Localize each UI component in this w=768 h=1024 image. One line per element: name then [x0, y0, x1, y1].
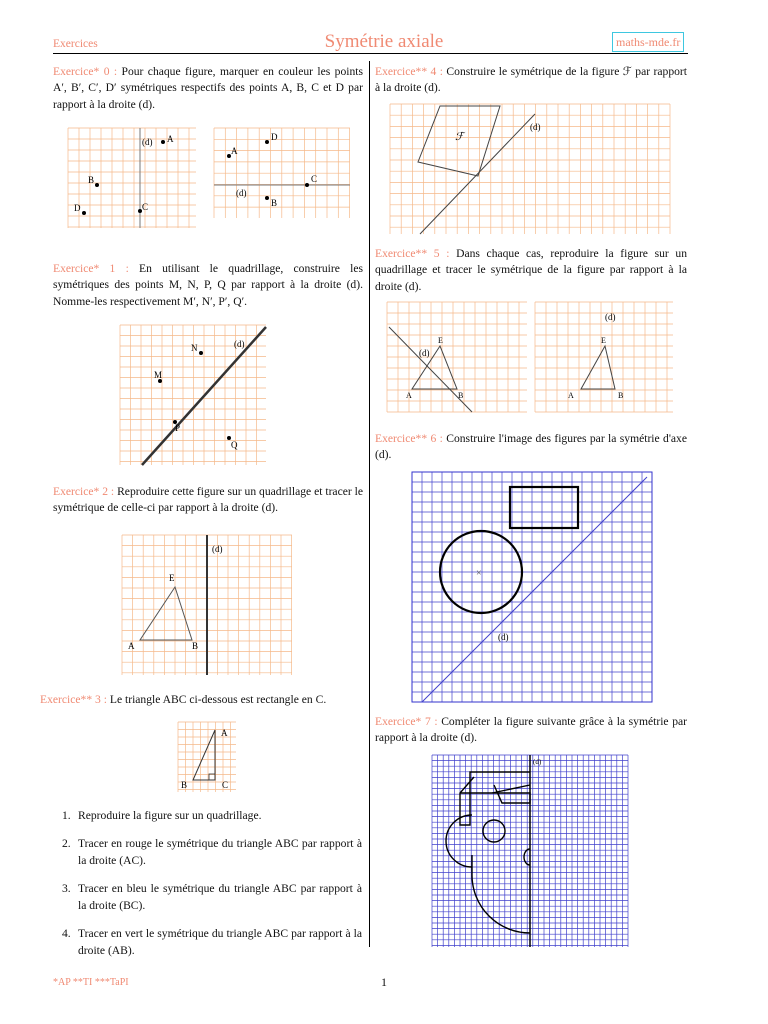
point-label: B — [88, 175, 95, 185]
point-label: D — [74, 203, 81, 213]
exercise-3-text: Le triangle ABC ci-dessous est rectangle en C. — [109, 693, 327, 706]
exercise-2-label: Exercice* 2 : — [53, 485, 115, 498]
exercise-6-text: Construire l'image des figures par la symétrie d'axe (d). — [375, 432, 688, 462]
point-label: B — [458, 391, 464, 400]
exercise-2-text: Reproduire cette figure sur un quadrillage et tracer le symétrique de celle-ci par rapport à la droite (d). — [53, 485, 363, 515]
exercise-2 — [53, 484, 363, 517]
exercise-7 — [375, 714, 687, 747]
ex2-figure — [122, 535, 292, 675]
point-label: B — [618, 391, 624, 400]
point-label: B — [181, 780, 188, 790]
footer-legend: *AP **TI ***TaPI — [53, 977, 129, 988]
ex3-task-list — [62, 808, 362, 971]
ex0-fig2-axis-label: (d) — [236, 188, 247, 198]
point-label: A — [167, 134, 174, 144]
point-label: E — [601, 336, 606, 345]
exercise-4 — [375, 64, 687, 97]
page-number: 1 — [381, 975, 387, 989]
point-label: E — [438, 336, 443, 345]
point-label: A — [568, 391, 574, 400]
exercise-0-text: Pour chaque figure, marquer en couleur les points A′, B′, C′, D′ symétriques respectifs des points A, B, C et D par rapport à la droite (d). — [53, 65, 364, 111]
ex3-task: 2. Tracer en rouge le symétrique du triangle ABC par rapport à la droite (AC). — [62, 837, 362, 867]
point-label: M — [154, 370, 163, 380]
exercise-1-text: En utilisant le quadrillage, construire les symétriques des points M, N, P, Q par rapport à la droite (d). Nomme-les respectivement M′, N′, P′, Q′. — [53, 262, 363, 308]
ex1-axis-label: (d) — [234, 339, 245, 349]
point-label: E — [169, 573, 175, 583]
exercise-7-label: Exercice* 7 : — [375, 715, 438, 728]
header-section-label: Exercices — [53, 38, 98, 50]
point-label: D — [271, 132, 278, 142]
ex0-figure-1 — [68, 128, 196, 228]
exercise-1 — [53, 261, 363, 310]
point-label: A — [221, 728, 228, 738]
ex3-task: 4. Tracer en vert le symétrique du triangle ABC par rapport à la droite (AB). — [62, 927, 362, 957]
exercise-3-label: Exercice** 3 : — [40, 693, 107, 706]
ex3-task: 1. Reproduire la figure sur un quadrillage. — [62, 809, 262, 822]
header-rule — [53, 53, 688, 54]
exercise-4-text: Construire le symétrique de la figure ℱ par rapport à la droite (d). — [375, 65, 687, 95]
point-label: B — [192, 641, 199, 651]
exercise-5-text: Dans chaque cas, reproduire la figure sur un quadrillage et tracer le symétrique de la figure par rapport à la droite (d). — [375, 247, 687, 293]
column-divider — [369, 61, 370, 947]
ex6-figure — [412, 472, 652, 702]
page-title: Symétrie axiale — [324, 31, 444, 52]
exercise-3 — [40, 692, 363, 708]
ex0-fig1-axis-label: (d) — [142, 137, 153, 147]
circle-center-mark: × — [476, 568, 482, 579]
exercise-4-label: Exercice** 4 : — [375, 65, 443, 78]
exercise-0 — [53, 64, 363, 113]
ex5-figure-1 — [387, 302, 527, 412]
point-label: P — [175, 423, 181, 433]
point-label: C — [222, 780, 229, 790]
ex7-axis-label: (d) — [533, 758, 542, 766]
exercise-1-label: Exercice* 1 : — [53, 262, 129, 275]
ex2-axis-label: (d) — [212, 544, 223, 554]
ex4-axis-label: (d) — [530, 122, 541, 132]
point-label: C — [142, 202, 149, 212]
ex5-fig2-axis-label: (d) — [605, 312, 616, 322]
point-label: N — [191, 343, 198, 353]
ex1-figure — [120, 325, 266, 465]
ex4-figure — [390, 104, 670, 234]
site-link[interactable]: maths-mde.fr — [612, 32, 684, 52]
point-label: A — [128, 641, 135, 651]
ex5-figure-2 — [535, 302, 673, 412]
exercise-7-text: Compléter la figure suivante grâce à la symétrie par rapport à la droite (d). — [375, 715, 687, 745]
exercise-6 — [375, 431, 687, 464]
exercise-6-label: Exercice** 6 : — [375, 432, 443, 445]
point-label: B — [271, 198, 278, 208]
ex3-figure — [178, 722, 236, 792]
ex0-figure-2 — [214, 128, 350, 218]
exercise-0-label: Exercice* 0 : — [53, 65, 118, 78]
ex3-task: 3. Tracer en bleu le symétrique du triangle ABC par rapport à la droite (BC). — [62, 882, 362, 912]
exercise-5-label: Exercice** 5 : — [375, 247, 450, 260]
point-label: A — [231, 146, 238, 156]
ex5-fig1-axis-label: (d) — [419, 348, 430, 358]
point-label: C — [311, 174, 318, 184]
point-label: A — [406, 391, 412, 400]
ex4-figure-label: ℱ — [455, 131, 464, 143]
ex7-figure — [432, 755, 628, 947]
point-label: Q — [231, 440, 238, 450]
exercise-5 — [375, 246, 687, 295]
ex6-axis-label: (d) — [498, 632, 509, 642]
